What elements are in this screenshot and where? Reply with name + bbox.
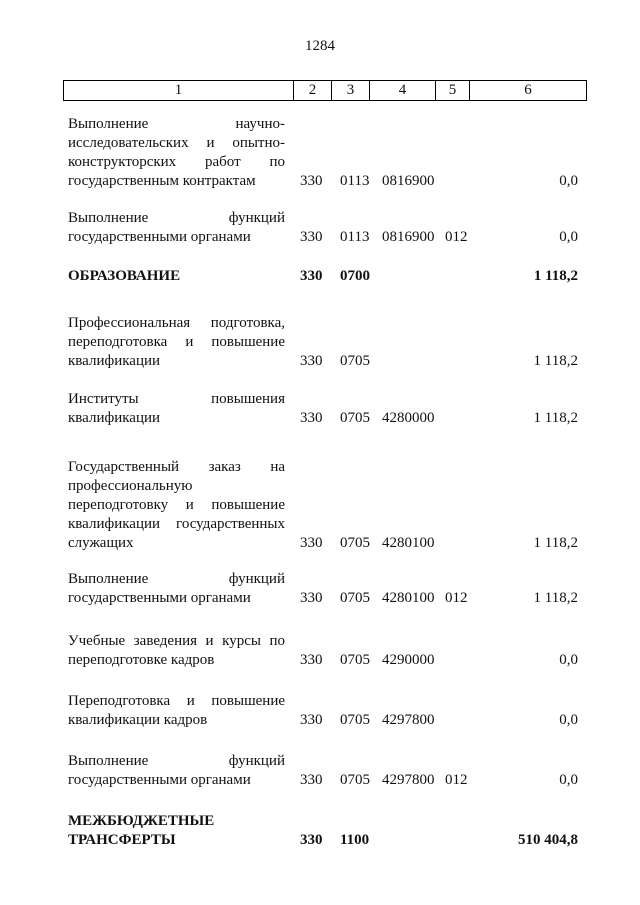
row-cell-c2: 330 — [300, 353, 323, 369]
row-cell-c2: 330 — [300, 268, 323, 284]
row-cell-c6: 0,0 — [559, 712, 578, 728]
row-cell-c6: 1 118,2 — [533, 353, 578, 369]
row-name-line: переподготовку и повышение — [68, 497, 285, 513]
row-cell-c6: 0,0 — [559, 173, 578, 189]
row-name-line: государственными органами — [68, 590, 251, 606]
row-cell-c4: 4297800 — [382, 772, 435, 788]
row-name-line: МЕЖБЮДЖЕТНЫЕ — [68, 813, 215, 829]
row-cell-c4: 4280100 — [382, 535, 435, 551]
page-number: 1284 — [305, 38, 335, 54]
row-name — [68, 209, 285, 247]
row-name — [68, 390, 285, 428]
table-header — [63, 80, 587, 101]
row-name — [68, 752, 285, 790]
header-col-4: 4 — [370, 81, 436, 100]
row-cell-c6: 0,0 — [559, 652, 578, 668]
row-name-line: Выполнение научно- — [68, 116, 285, 132]
header-col-2: 2 — [294, 81, 332, 100]
row-cell-c6: 0,0 — [559, 772, 578, 788]
row-cell-c6: 1 118,2 — [533, 535, 578, 551]
row-cell-c3: 0700 — [340, 268, 370, 284]
row-cell-c2: 330 — [300, 712, 323, 728]
row-cell-c4: 4280100 — [382, 590, 435, 606]
row-name — [68, 458, 285, 553]
row-name-line: служащих — [68, 535, 134, 551]
row-name-line: переподготовка и повышение — [68, 334, 285, 350]
row-cell-c3: 0705 — [340, 535, 370, 551]
header-col-6: 6 — [524, 82, 532, 98]
row-cell-c2: 330 — [300, 229, 323, 245]
row-cell-c2: 330 — [300, 652, 323, 668]
row-cell-c6: 1 118,2 — [533, 268, 578, 284]
row-name — [68, 115, 285, 191]
row-cell-c4: 4297800 — [382, 712, 435, 728]
row-name-line: исследовательских и опытно- — [68, 135, 285, 151]
row-name-line: государственными органами — [68, 772, 251, 788]
row-cell-c6: 510 404,8 — [518, 832, 578, 848]
row-cell-c4: 4280000 — [382, 410, 435, 426]
row-cell-c3: 1100 — [340, 832, 370, 848]
row-cell-c2: 330 — [300, 590, 323, 606]
row-name-line: квалификации кадров — [68, 712, 208, 728]
row-name — [68, 812, 285, 850]
row-cell-c5: 012 — [445, 229, 468, 245]
row-cell-c6: 1 118,2 — [533, 590, 578, 606]
row-name-line: Выполнение функций — [68, 571, 285, 587]
row-name — [68, 267, 285, 286]
row-name-line: ТРАНСФЕРТЫ — [68, 832, 176, 848]
row-cell-c3: 0113 — [340, 173, 370, 189]
header-col-5: 5 — [436, 81, 470, 100]
row-cell-c4: 4290000 — [382, 652, 435, 668]
row-cell-c4: 0816900 — [382, 173, 435, 189]
row-cell-c4: 0816900 — [382, 229, 435, 245]
row-name-line: квалификации — [68, 353, 161, 369]
row-name-line: профессиональную — [68, 478, 193, 494]
row-name — [68, 632, 285, 670]
row-name — [68, 570, 285, 608]
row-cell-c6: 0,0 — [559, 229, 578, 245]
row-name-line: Выполнение функций — [68, 753, 285, 769]
row-cell-c3: 0705 — [340, 353, 370, 369]
row-name — [68, 692, 285, 730]
row-cell-c3: 0705 — [340, 772, 370, 788]
row-cell-c2: 330 — [300, 772, 323, 788]
row-name-line: переподготовке кадров — [68, 652, 215, 668]
row-cell-c3: 0705 — [340, 712, 370, 728]
row-name-line: государственным контрактам — [68, 173, 256, 189]
row-name-line: государственными органами — [68, 229, 251, 245]
row-name-line: квалификации государственных — [68, 516, 285, 532]
row-name-line: квалификации — [68, 410, 161, 426]
row-name-line: Выполнение функций — [68, 210, 285, 226]
row-cell-c2: 330 — [300, 832, 323, 848]
row-cell-c5: 012 — [445, 772, 468, 788]
row-name-line: Переподготовка и повышение — [68, 693, 285, 709]
row-cell-c2: 330 — [300, 535, 323, 551]
row-cell-c3: 0113 — [340, 229, 370, 245]
row-name-line: Институты повышения — [68, 391, 285, 407]
row-cell-c2: 330 — [300, 173, 323, 189]
row-name-line: Профессиональная подготовка, — [68, 315, 285, 331]
row-cell-c3: 0705 — [340, 590, 370, 606]
row-name — [68, 314, 285, 371]
row-cell-c3: 0705 — [340, 410, 370, 426]
header-col-3: 3 — [332, 81, 370, 100]
row-cell-c2: 330 — [300, 410, 323, 426]
row-cell-c5: 012 — [445, 590, 468, 606]
row-name-line: Государственный заказ на — [68, 459, 285, 475]
row-cell-c3: 0705 — [340, 652, 370, 668]
header-col-1: 1 — [64, 81, 294, 100]
row-name-line: Учебные заведения и курсы по — [68, 633, 285, 649]
row-name-line: конструкторских работ по — [68, 154, 285, 170]
row-name-line: ОБРАЗОВАНИЕ — [68, 268, 181, 284]
row-cell-c6: 1 118,2 — [533, 410, 578, 426]
